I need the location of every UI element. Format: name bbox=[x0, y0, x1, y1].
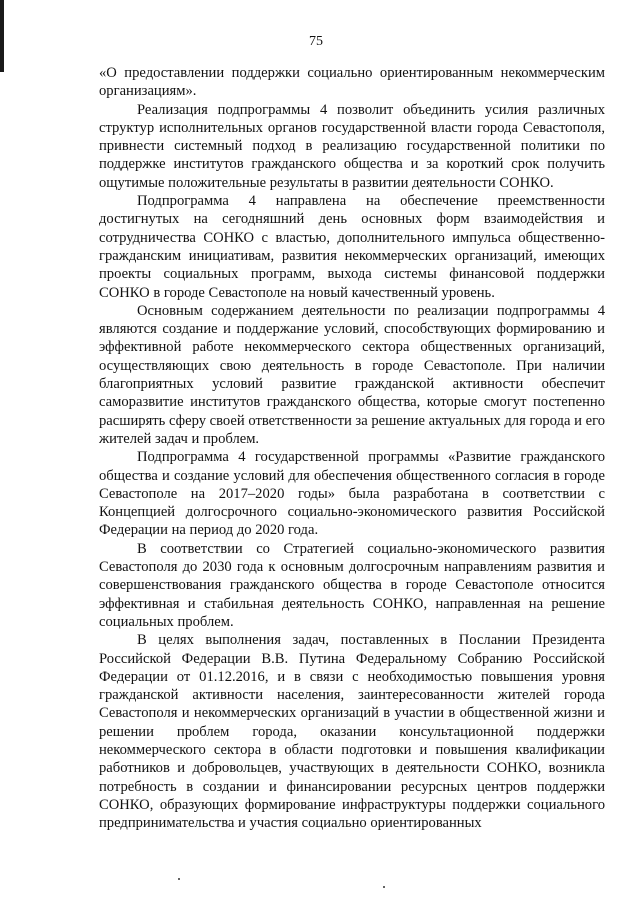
scan-speck bbox=[178, 878, 180, 880]
paragraph: Реализация подпрограммы 4 позволит объединить усилия различных структур исполнительных органов государственной власти города Севастополя, привнести системный подход в реализацию государственной политики по поддержке институтов гражданского общества и за короткий срок получить ощутимые положительные результаты в развитии деятельности СОНКО. bbox=[99, 101, 605, 191]
paragraph: Подпрограмма 4 государственной программы «Развитие гражданского общества и создание условий для обеспечения общественного согласия в городе Севастополе на 2017–2020 годы» была разработана в соответствии с Концепцией долгосрочного социально-экономического развития Российской Федерации на период до 2020 года. bbox=[99, 449, 605, 539]
paragraph: Подпрограмма 4 направлена на обеспечение преемственности достигнутых на сегодняшний день основных форм взаимодействия и сотрудничества СОНКО с властью, дополнительного импульса общественно-гражданским инициативам, развития некоммерческих организаций, имеющих проекты социальных программ, выхода системы финансовой поддержки СОНКО в городе Севастополе на новый качественный уровень. bbox=[99, 193, 605, 301]
page-number: 75 bbox=[309, 34, 323, 49]
scan-speck bbox=[383, 886, 385, 888]
paragraph: В целях выполнения задач, поставленных в Послании Президента Российской Федерации В.В. Путина Федеральному Собранию Российской Федерации от 01.12.2016, и в связи с необходимостью повышения уровня гражданской активности населения, заинтересованности жителей города Севастополя и некоммерческих организаций в участии в общественной жизни и решении проблем города, оказании консультационной поддержки некоммерческого сектора в области подготовки и повышения квалификации работников и добровольцев, участвующих в деятельности СОНКО, возникла потребность в создании и финансировании ресурсных центров поддержки СОНКО, образующих формирование инфраструктуры поддержки социального предпринимательства и участия социально ориентированных bbox=[99, 632, 605, 832]
paragraph: Основным содержанием деятельности по реализации подпрограммы 4 являются создание и поддержание условий, способствующих формированию и эффективной работе некоммерческого сектора общественных организаций, осуществляющих свою деятельность в городе Севастополе. При наличии благоприятных условий развитие гражданской активности обеспечит саморазвитие институтов гражданского общества, которые смогут постепенно расширять сферу своей ответственности за решение актуальных для города и его жителей задач и проблем. bbox=[99, 302, 605, 447]
body-text bbox=[99, 64, 605, 832]
paragraph: В соответствии со Стратегией социально-экономического развития Севастополя до 2030 года к основным долгосрочным направлениям развития и совершенствования гражданского общества в городе Севастополе относится эффективная и стабильная деятельность СОНКО, направленная на решение социальных проблем. bbox=[99, 540, 605, 630]
paragraph-continuation: «О предоставлении поддержки социально ориентированным некоммерческим организациям». bbox=[99, 65, 605, 100]
